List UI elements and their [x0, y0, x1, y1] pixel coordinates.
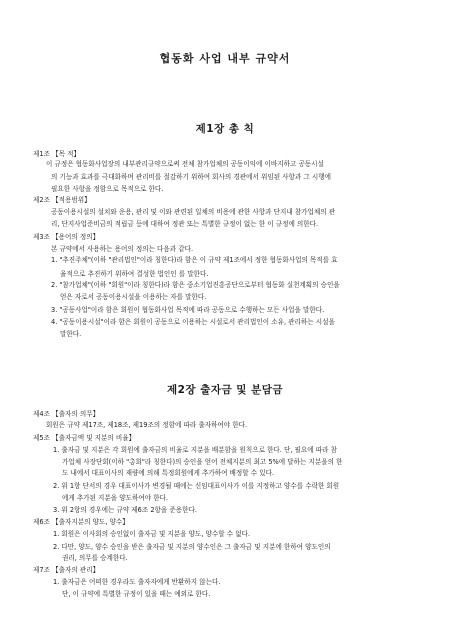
document-title: 협동화 사업 내부 규약서: [159, 52, 291, 65]
article-5-heading: 제5조 【출자금액 및 지분의 비율】: [33, 434, 136, 442]
article-2-heading: 제2조 【적용범위】: [33, 196, 91, 204]
list-item: 3. 위 2항의 경우에는 규약 제6조 2항을 준용한다.: [53, 506, 197, 514]
text-line: 리, 단지사업준비금의 적립금 등에 대하여 정관 또는 특별한 규정이 없는 한 이 규정에 의한다.: [51, 220, 319, 228]
article-6-heading: 제6조 【출자지분의 양도, 양수】: [33, 518, 129, 526]
text-line: 필요한 사항을 정함으로 목적으로 한다.: [51, 185, 164, 193]
article-4-heading: 제4조 【출자의 의무】: [33, 410, 100, 418]
list-item: 3. "공동사업"이라 함은 회원이 협동화사업 목적에 따라 공동으로 수행하는 모든 사업을 말한다.: [51, 306, 325, 314]
article-7-heading: 제7조 【출자의 관리】: [33, 566, 100, 574]
list-item: 1. 출자금은 어떠한 경우라도 출자자에게 반환하지 않는다.: [53, 578, 221, 586]
text-line: 단, 이 규약에 특별한 규정이 있을 때는 예외로 한다.: [62, 590, 211, 598]
text-line: 말한다.: [60, 330, 82, 338]
list-item: 1. "추진주체"(이하 "관리법인"이라 칭한다)라 함은 이 규약 제1조에서 정한 협동화사업의 목적를 효: [51, 256, 338, 264]
chapter-2-heading: 제2장 출자금 및 분담금: [166, 384, 284, 396]
list-item: 1. 출자금 및 지분은 각 회원에 출자금의 비율로 지분을 배분함을 원칙으로 한다. 단, 필요에 따라 참: [53, 446, 337, 454]
text-line: 의 기능과 효과를 극대화하며 관리비를 절감하기 위하여 회사의 경관에서 위임된 사항과 그 시행에: [51, 173, 331, 181]
text-line: 본 규약에서 사용하는 용어의 정의는 다음과 같다.: [51, 245, 194, 253]
text-line: 권리, 의무를 승계한다.: [62, 554, 128, 562]
text-line: 얻은 자로서 공동이용시설을 이용하는 자를 말한다.: [60, 293, 207, 301]
chapter-1-heading: 제1장 총 칙: [195, 123, 255, 135]
list-item: 1. 회원은 이사회의 승인없이 출자금 및 지분을 양도, 양수할 수 없다.: [53, 530, 251, 538]
list-item: 2. 위 1항 단서의 경우 대표이사가 변경될 때에는 신임대표이사가 이를 지정하고 양수를 수락한 회원: [53, 482, 340, 490]
article-3-heading: 제3조 【용어의 정의】: [33, 233, 100, 241]
text-line: 도 내에서 대표이사의 재량에 의해 특정회원에게 추가하여 배정할 수 있다.: [62, 469, 275, 477]
article-1-heading: 제1조 【목 적】: [33, 150, 81, 158]
text-line: 율적으로 추진하기 위하여 결성한 법인인 를 말한다.: [60, 270, 209, 278]
text-line: 가업체 사장단회(이하 "총회"라 칭한다)의 승인을 얻어 전체지분의 최고 5%에 달하는 지분을의 한: [62, 458, 343, 466]
text-line: 회원은 규약 제17조, 제18조, 제19조의 정함에 따라 출자하여야 한다.: [46, 421, 248, 429]
text-line: 에게 추가된 지분을 양도하여야 한다.: [62, 494, 169, 502]
list-item: 2. "참가업체"(이하 "회원"이라 칭한다)라 함은 중소기업진흥공단으로부터 협동화 실천계획의 승인을: [51, 281, 340, 289]
text-line: 공동이용시설의 설치와 운용, 관리 및 이와 관련된 일체의 비용에 관한 사항과 단지내 참가업체의 관: [51, 208, 336, 216]
list-item: 4. "공동이용시설"이라 함은 회원이 공동으로 이용하는 시설로서 관리법인이 소유, 관리하는 시설을: [51, 318, 335, 326]
list-item: 2. 다만, 양도, 양수 승인을 받은 출자금 및 지분의 양수인은 그 출자금 및 지분에 한하여 양도인의: [53, 543, 331, 551]
text-line: 이 규정은 협동화사업장의 내부관리규약으로써 전체 참가업체의 공동이익에 이바지하고 공동시설: [46, 160, 324, 168]
